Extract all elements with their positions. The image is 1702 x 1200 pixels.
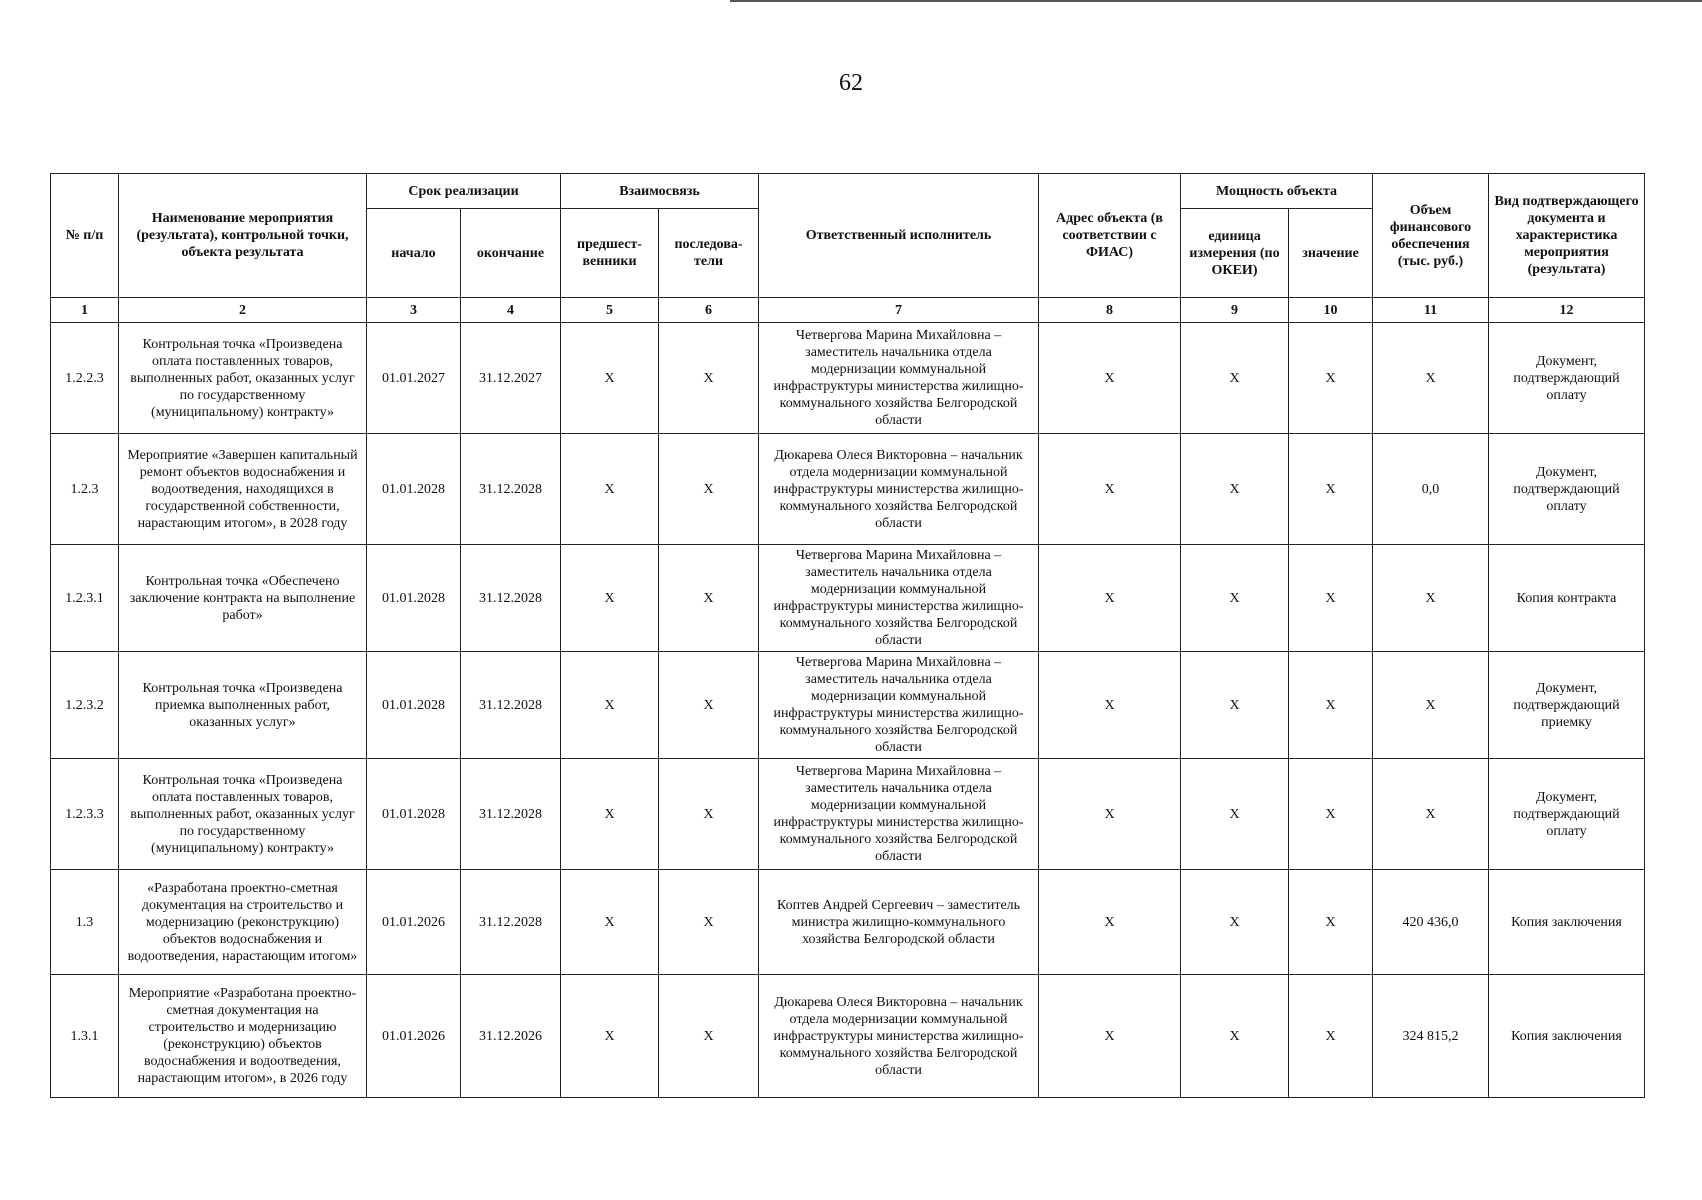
row-finance: X	[1373, 323, 1489, 434]
row-name: Контрольная точка «Произведена оплата поставленных товаров, выполненных работ, оказанных услуг по государственному (муниципальному) контракту»	[119, 323, 367, 434]
row-unit: X	[1181, 323, 1289, 434]
row-finance: X	[1373, 652, 1489, 759]
col-number: 5	[561, 298, 659, 323]
row-address: X	[1039, 434, 1181, 545]
row-start: 01.01.2028	[367, 545, 461, 652]
row-responsible: Дюкарева Олеся Викторовна – начальник отдела модернизации коммунальной инфраструктуры министерства жилищно-коммунального хозяйства Белгородской области	[759, 434, 1039, 545]
table-row	[51, 434, 1645, 545]
row-pred: X	[561, 434, 659, 545]
row-start: 01.01.2028	[367, 434, 461, 545]
row-finance: X	[1373, 545, 1489, 652]
row-value: X	[1289, 434, 1373, 545]
row-start: 01.01.2027	[367, 323, 461, 434]
row-responsible: Четвергова Марина Михайловна – заместитель начальника отдела модернизации коммунальной инфраструктуры министерства жилищно-коммунального хозяйства Белгородской области	[759, 652, 1039, 759]
row-finance: X	[1373, 759, 1489, 870]
header-finance: Объем финансового обеспечения (тыс. руб.)	[1373, 174, 1489, 298]
row-unit: X	[1181, 545, 1289, 652]
row-doc: Копия контракта	[1489, 545, 1645, 652]
col-number: 2	[119, 298, 367, 323]
row-address: X	[1039, 975, 1181, 1098]
row-unit: X	[1181, 759, 1289, 870]
header-capacity-value: значение	[1289, 209, 1373, 298]
row-num: 1.2.3	[51, 434, 119, 545]
row-value: X	[1289, 759, 1373, 870]
row-end: 31.12.2028	[461, 545, 561, 652]
row-num: 1.3	[51, 870, 119, 975]
header-address: Адрес объекта (в соответствии с ФИАС)	[1039, 174, 1181, 298]
row-doc: Документ, подтверждающий оплату	[1489, 759, 1645, 870]
row-unit: X	[1181, 975, 1289, 1098]
row-value: X	[1289, 545, 1373, 652]
row-finance: 420 436,0	[1373, 870, 1489, 975]
header-name: Наименование мероприятия (результата), контрольной точки, объекта результата	[119, 174, 367, 298]
row-doc: Документ, подтверждающий приемку	[1489, 652, 1645, 759]
header-link-succ: последова-тели	[659, 209, 759, 298]
header-term-start: начало	[367, 209, 461, 298]
row-num: 1.3.1	[51, 975, 119, 1098]
col-number: 7	[759, 298, 1039, 323]
col-number: 1	[51, 298, 119, 323]
col-number: 10	[1289, 298, 1373, 323]
row-value: X	[1289, 975, 1373, 1098]
row-end: 31.12.2027	[461, 323, 561, 434]
row-pred: X	[561, 975, 659, 1098]
row-succ: X	[659, 545, 759, 652]
row-finance: 0,0	[1373, 434, 1489, 545]
col-number: 8	[1039, 298, 1181, 323]
row-num: 1.2.3.2	[51, 652, 119, 759]
row-end: 31.12.2028	[461, 870, 561, 975]
row-end: 31.12.2028	[461, 652, 561, 759]
row-name: Контрольная точка «Произведена оплата поставленных товаров, выполненных работ, оказанных услуг по государственному (муниципальному) контракту»	[119, 759, 367, 870]
row-start: 01.01.2026	[367, 975, 461, 1098]
row-succ: X	[659, 975, 759, 1098]
row-pred: X	[561, 652, 659, 759]
row-succ: X	[659, 652, 759, 759]
row-responsible: Четвергова Марина Михайловна – заместитель начальника отдела модернизации коммунальной инфраструктуры министерства жилищно-коммунального хозяйства Белгородской области	[759, 323, 1039, 434]
header-responsible: Ответственный исполнитель	[759, 174, 1039, 298]
table-row	[51, 870, 1645, 975]
row-name: «Разработана проектно-сметная документация на строительство и модернизацию (реконструкцию) объектов водоснабжения и водоотведения, нарастающим итогом»	[119, 870, 367, 975]
row-num: 1.2.3.3	[51, 759, 119, 870]
row-address: X	[1039, 652, 1181, 759]
header-link-pred: предшест-венники	[561, 209, 659, 298]
plan-table	[50, 173, 1645, 1098]
top-rule	[730, 0, 1702, 2]
col-number: 9	[1181, 298, 1289, 323]
table-row	[51, 323, 1645, 434]
row-doc: Документ, подтверждающий оплату	[1489, 323, 1645, 434]
row-start: 01.01.2028	[367, 652, 461, 759]
row-start: 01.01.2028	[367, 759, 461, 870]
row-value: X	[1289, 652, 1373, 759]
row-responsible: Четвергова Марина Михайловна – заместитель начальника отдела модернизации коммунальной инфраструктуры министерства жилищно-коммунального хозяйства Белгородской области	[759, 759, 1039, 870]
col-number: 4	[461, 298, 561, 323]
page-number: 62	[839, 70, 863, 96]
row-end: 31.12.2028	[461, 434, 561, 545]
header-doc: Вид подтверждающего документа и характеристика мероприятия (результата)	[1489, 174, 1645, 298]
row-pred: X	[561, 545, 659, 652]
header-capacity-unit: единица измерения (по ОКЕИ)	[1181, 209, 1289, 298]
row-pred: X	[561, 759, 659, 870]
row-finance: 324 815,2	[1373, 975, 1489, 1098]
row-succ: X	[659, 434, 759, 545]
row-end: 31.12.2028	[461, 759, 561, 870]
row-succ: X	[659, 759, 759, 870]
row-address: X	[1039, 870, 1181, 975]
header-capacity: Мощность объекта	[1181, 174, 1373, 209]
header-num: № п/п	[51, 174, 119, 298]
row-end: 31.12.2026	[461, 975, 561, 1098]
row-num: 1.2.3.1	[51, 545, 119, 652]
header-link: Взаимосвязь	[561, 174, 759, 209]
row-value: X	[1289, 323, 1373, 434]
col-number: 12	[1489, 298, 1645, 323]
row-start: 01.01.2026	[367, 870, 461, 975]
row-name: Контрольная точка «Произведена приемка выполненных работ, оказанных услуг»	[119, 652, 367, 759]
row-succ: X	[659, 323, 759, 434]
row-name: Мероприятие «Разработана проектно-сметная документация на строительство и модернизацию (реконструкцию) объектов водоснабжения и водоотведения, нарастающим итогом», в 2026 году	[119, 975, 367, 1098]
row-name: Мероприятие «Завершен капитальный ремонт объектов водоснабжения и водоотведения, находящихся в государственной собственности, нарастающим итогом», в 2028 году	[119, 434, 367, 545]
row-responsible: Коптев Андрей Сергеевич – заместитель министра жилищно-коммунального хозяйства Белгородской области	[759, 870, 1039, 975]
row-responsible: Четвергова Марина Михайловна – заместитель начальника отдела модернизации коммунальной инфраструктуры министерства жилищно-коммунального хозяйства Белгородской области	[759, 545, 1039, 652]
table-row	[51, 652, 1645, 759]
row-doc: Документ, подтверждающий оплату	[1489, 434, 1645, 545]
row-num: 1.2.2.3	[51, 323, 119, 434]
row-value: X	[1289, 870, 1373, 975]
row-address: X	[1039, 759, 1181, 870]
row-doc: Копия заключения	[1489, 975, 1645, 1098]
row-address: X	[1039, 323, 1181, 434]
header-term-end: окончание	[461, 209, 561, 298]
row-pred: X	[561, 870, 659, 975]
row-address: X	[1039, 545, 1181, 652]
table-row	[51, 759, 1645, 870]
row-unit: X	[1181, 870, 1289, 975]
col-number: 6	[659, 298, 759, 323]
row-unit: X	[1181, 652, 1289, 759]
col-number: 11	[1373, 298, 1489, 323]
row-pred: X	[561, 323, 659, 434]
row-responsible: Дюкарева Олеся Викторовна – начальник отдела модернизации коммунальной инфраструктуры министерства жилищно-коммунального хозяйства Белгородской области	[759, 975, 1039, 1098]
table-row	[51, 545, 1645, 652]
table-row	[51, 975, 1645, 1098]
header-term: Срок реализации	[367, 174, 561, 209]
row-unit: X	[1181, 434, 1289, 545]
col-number: 3	[367, 298, 461, 323]
row-doc: Копия заключения	[1489, 870, 1645, 975]
row-succ: X	[659, 870, 759, 975]
row-name: Контрольная точка «Обеспечено заключение контракта на выполнение работ»	[119, 545, 367, 652]
